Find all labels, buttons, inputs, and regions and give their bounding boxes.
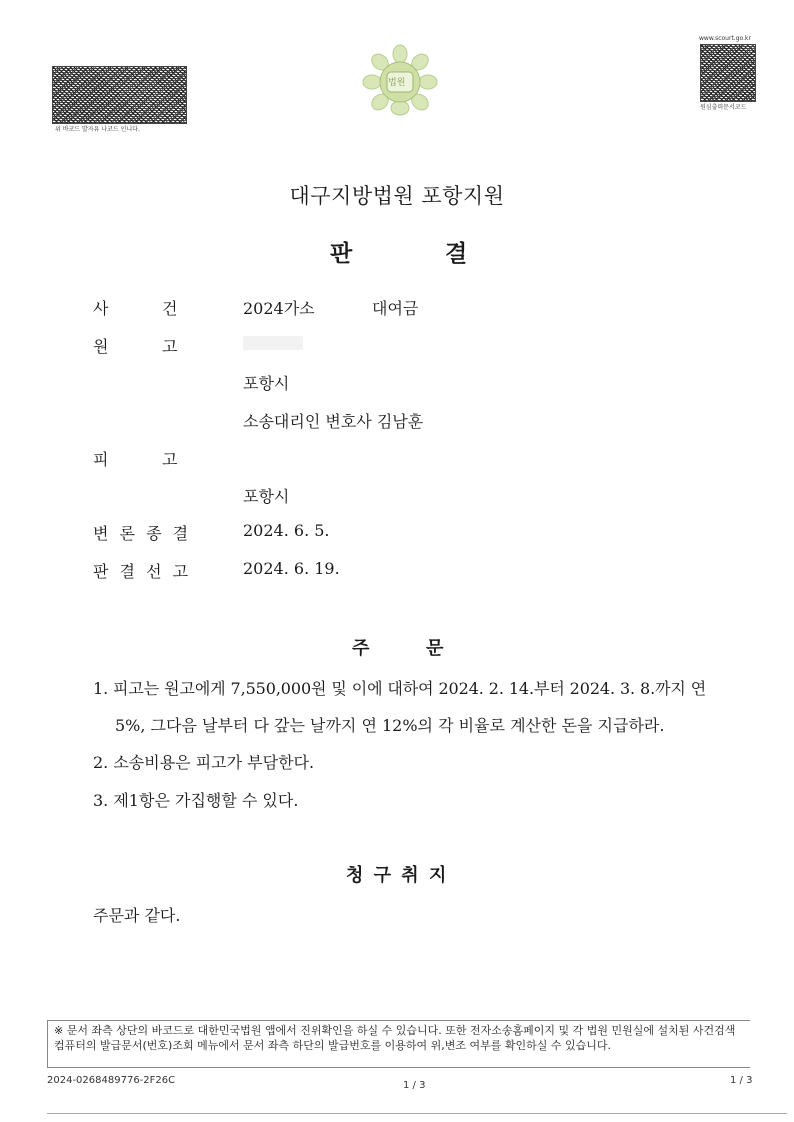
case-type: 대여금 xyxy=(372,299,419,318)
order-item-1-line-2: 5%, 그다음 날부터 다 갚는 날까지 연 12%의 각 비율로 계산한 돈을 지급하라. xyxy=(115,716,665,735)
verification-notice: ※ 문서 좌측 상단의 바코드로 대한민국법원 앱에서 진위확인을 하실 수 있습니다. 또한 전자소송홈페이지 및 각 법원 민원실에 설치된 사건검색 컴퓨터의 발급문서(번호)조회 메뉴에서 문서 좌측 하단의 발급번호를 이용하여 위,변조 여부를 확인하실 수 있습니다. xyxy=(47,1020,750,1068)
judgment-date-label: 판 결 선 고 xyxy=(93,562,192,581)
seal-text: 법원 xyxy=(388,78,406,88)
redacted-plaintiff-name xyxy=(243,336,303,350)
verification-qr-code xyxy=(700,44,756,102)
order-item-3: 3. 제1항은 가집행할 수 있다. xyxy=(93,791,299,810)
order-heading-right: 문 xyxy=(426,638,444,659)
plaintiff-counsel: 소송대리인 변호사 김남훈 xyxy=(243,412,424,431)
court-name: 대구지방법원 포항지원 xyxy=(289,184,505,208)
footer-rule xyxy=(47,1113,787,1114)
defendant-label-char-2: 고 xyxy=(162,450,178,469)
judgment-date: 2024. 6. 19. xyxy=(243,559,340,578)
case-number: 2024가소 xyxy=(243,299,315,318)
hearing-end-label: 변 론 종 결 xyxy=(93,524,192,543)
hearing-end-date: 2024. 6. 5. xyxy=(243,521,330,540)
defendant-label-char-1: 피 xyxy=(93,450,109,469)
order-heading-left: 주 xyxy=(352,638,370,659)
document-title-right: 결 xyxy=(445,240,468,267)
defendant-address: 포항시 xyxy=(243,487,290,506)
case-label-char-1: 사 xyxy=(93,299,109,318)
plaintiff-address: 포항시 xyxy=(243,374,290,393)
case-label-char-2: 건 xyxy=(162,299,178,318)
verification-barcode xyxy=(52,66,187,124)
document-title-left: 판 xyxy=(330,240,353,267)
page-number-right: 1 / 3 xyxy=(730,1075,753,1086)
plaintiff-label-char-1: 원 xyxy=(93,337,109,356)
plaintiff-label-char-2: 고 xyxy=(162,337,178,356)
order-item-1-line-1: 1. 피고는 원고에게 7,550,000원 및 이에 대하여 2024. 2. 14.부터 2024. 3. 8.까지 연 xyxy=(93,679,707,698)
order-item-2: 2. 소송비용은 피고가 부담한다. xyxy=(93,753,315,772)
qr-caption: 원심출력문서코드 xyxy=(700,104,747,111)
page-number-center: 1 / 3 xyxy=(403,1080,426,1091)
claim-text: 주문과 같다. xyxy=(93,906,181,925)
barcode-caption: 위 바코드 발자유 나코드 인니다. xyxy=(55,126,140,133)
issue-number: 2024-0268489776-2F26C xyxy=(47,1075,176,1086)
qr-url: www.scourt.go.kr xyxy=(699,35,751,42)
claim-heading: 청 구 취 지 xyxy=(346,865,449,886)
